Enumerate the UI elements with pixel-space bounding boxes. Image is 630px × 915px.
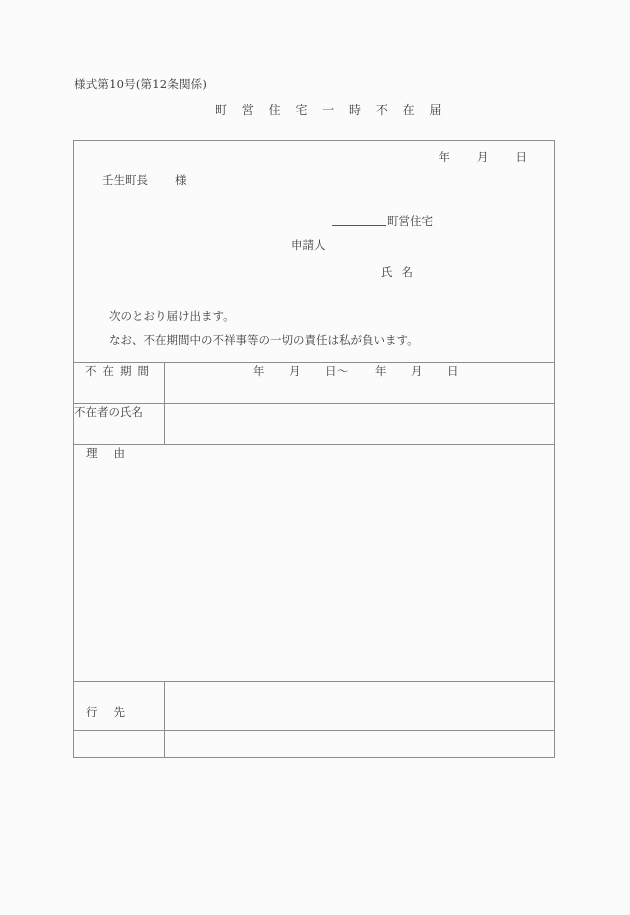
addressee-name: 壬生町長 bbox=[102, 173, 148, 187]
letter-block bbox=[74, 141, 554, 362]
date-month-label: 月 bbox=[477, 150, 490, 164]
applicant-name-line bbox=[381, 264, 413, 280]
addressee-line bbox=[102, 172, 187, 188]
table-row bbox=[74, 363, 555, 404]
table-row bbox=[74, 445, 555, 682]
period-end-year: 年 bbox=[375, 364, 387, 378]
housing-name-line bbox=[332, 213, 433, 229]
housing-suffix-label: 町営住宅 bbox=[387, 214, 433, 228]
period-start-year: 年 bbox=[253, 364, 265, 378]
page-title: 町 営 住 宅 一 時 不 在 届 bbox=[214, 103, 448, 117]
form-number: 様式第10号(第12条関係) bbox=[74, 77, 208, 91]
table-row bbox=[74, 404, 555, 445]
date-year-label: 年 bbox=[438, 150, 451, 164]
row-label-reason[interactable]: 理由 bbox=[74, 445, 555, 682]
row-value-destination[interactable] bbox=[165, 682, 555, 758]
housing-name-blank[interactable] bbox=[332, 225, 386, 226]
period-start-day: 日〜 bbox=[325, 364, 349, 378]
form-frame bbox=[73, 140, 555, 731]
name-label-second: 名 bbox=[401, 265, 413, 279]
absence-period-fields bbox=[165, 363, 554, 379]
date-line bbox=[439, 149, 529, 165]
name-label-first: 氏 bbox=[381, 265, 393, 279]
row-value-absence-period[interactable] bbox=[165, 363, 555, 404]
date-day-label: 日 bbox=[515, 150, 528, 164]
row-label-absence-period: 不在期間 bbox=[74, 363, 165, 404]
details-table bbox=[73, 362, 555, 758]
row-value-absentee-name[interactable] bbox=[165, 404, 555, 445]
period-end-month: 月 bbox=[411, 364, 423, 378]
statement-line-1: 次のとおり届け出ます。 bbox=[109, 309, 235, 323]
statement-line-2: なお、不在期間中の不祥事等の一切の責任は私が負います。 bbox=[109, 333, 419, 347]
period-end-day: 日 bbox=[447, 364, 459, 378]
period-start-month: 月 bbox=[289, 364, 301, 378]
applicant-label: 申請人 bbox=[291, 238, 326, 252]
row-label-destination: 行先 bbox=[74, 682, 165, 758]
table-row bbox=[74, 682, 555, 758]
statements-block bbox=[109, 304, 419, 352]
row-label-absentee-name: 不在者の氏名 bbox=[74, 404, 165, 445]
addressee-honorific: 様 bbox=[175, 173, 187, 187]
